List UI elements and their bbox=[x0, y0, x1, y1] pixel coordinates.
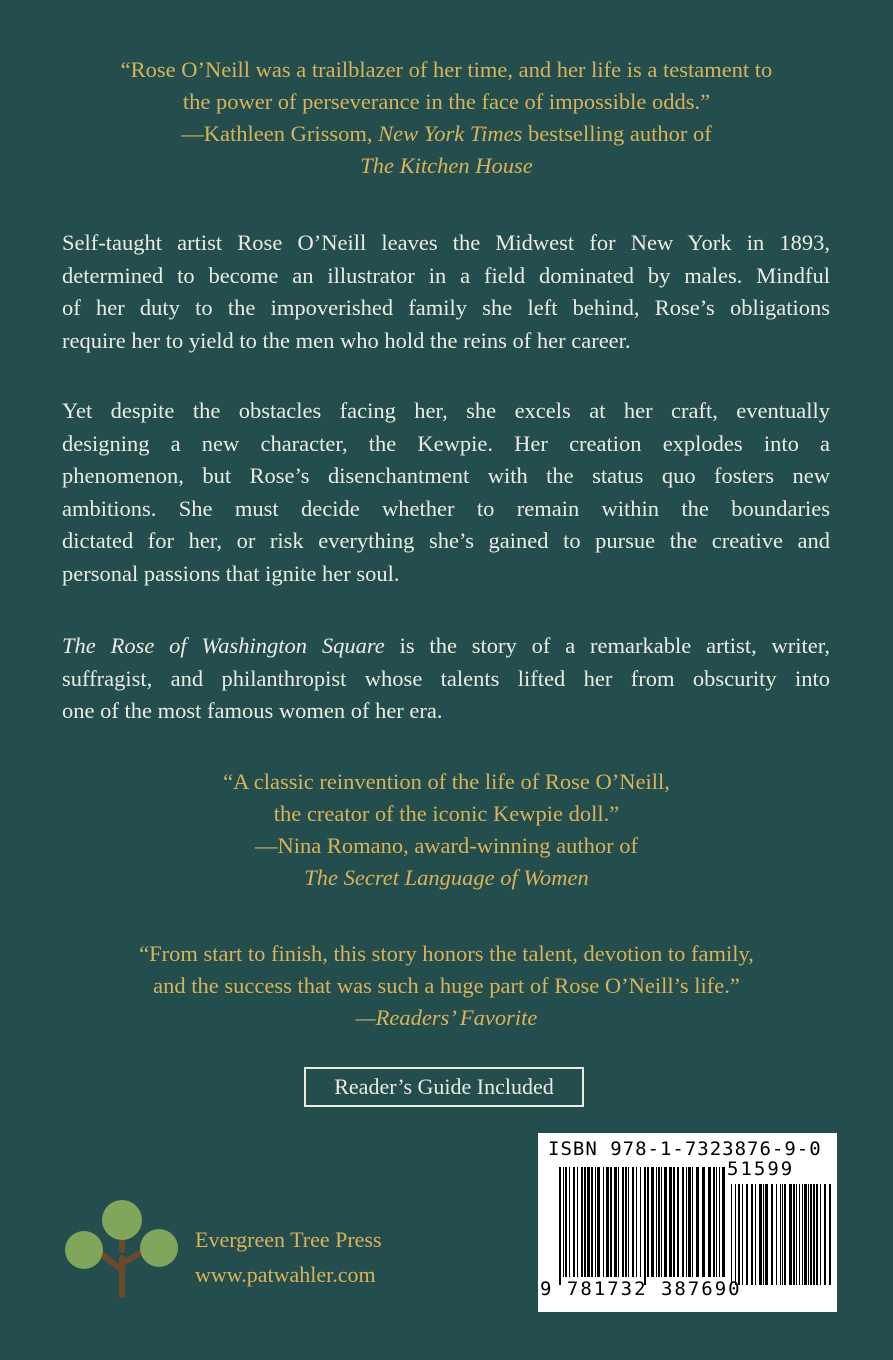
bottom-quote-line1: “From start to finish, this story honors the talent, devotion to family, bbox=[139, 941, 754, 966]
barcode-addon-bar bbox=[804, 1184, 807, 1285]
middle-quote-line2: the creator of the iconic Kewpie doll.” bbox=[273, 801, 620, 826]
barcode-bar bbox=[688, 1167, 691, 1277]
description-paragraph-2 bbox=[62, 395, 830, 590]
barcode-bar bbox=[573, 1167, 575, 1277]
barcode-digits: 9 781732 387690 bbox=[540, 1278, 742, 1300]
barcode-bar bbox=[577, 1167, 578, 1277]
publisher-url: www.patwahler.com bbox=[195, 1262, 376, 1287]
barcode-addon-bar bbox=[765, 1184, 768, 1285]
para2-line: designing a new character, the Kewpie. Her creation explodes into a bbox=[62, 430, 830, 456]
barcode-addon-bar bbox=[793, 1184, 795, 1285]
middle-quote-attribution: —Nina Romano, award-winning author of bbox=[254, 833, 639, 858]
barcode-bar bbox=[669, 1167, 672, 1277]
barcode-bar bbox=[692, 1167, 693, 1277]
top-quote-author-suffix: bestselling author of bbox=[522, 121, 712, 146]
barcode-addon-bar bbox=[813, 1184, 815, 1285]
top-quote-author: —Kathleen Grissom, bbox=[181, 121, 379, 146]
barcode-bar bbox=[713, 1167, 715, 1277]
para2-line: ambitions. She must decide whether to remain within the boundaries bbox=[62, 495, 830, 521]
para2-line: phenomenon, but Rose’s disenchantment with the status quo fosters new bbox=[62, 463, 830, 488]
barcode-bar bbox=[719, 1167, 720, 1277]
readers-guide-badge: Reader’s Guide Included bbox=[304, 1067, 584, 1107]
description-paragraph-1 bbox=[62, 227, 830, 357]
barcode-addon-bar bbox=[808, 1184, 809, 1285]
barcode-bar bbox=[664, 1167, 667, 1277]
barcode-bar bbox=[677, 1167, 679, 1277]
barcode-addon-bar bbox=[735, 1184, 736, 1285]
para3-line1-rest: is the story of a remarkable artist, writer, bbox=[384, 633, 830, 658]
barcode-bar bbox=[696, 1167, 699, 1277]
description-paragraph-3 bbox=[62, 630, 830, 728]
barcode-addon-bar bbox=[829, 1184, 831, 1285]
barcode-bar bbox=[597, 1167, 600, 1277]
barcode-addon-bar bbox=[820, 1184, 821, 1285]
barcode-bar bbox=[559, 1167, 561, 1285]
barcode-addon-bar bbox=[731, 1184, 732, 1285]
barcode-addon-bar bbox=[824, 1184, 826, 1285]
bottom-quote-attribution: —Readers’ Favorite bbox=[355, 1005, 538, 1030]
tree-logo-icon bbox=[62, 1198, 182, 1298]
barcode-bar bbox=[625, 1167, 627, 1277]
barcode-bar bbox=[702, 1167, 705, 1277]
para1-line: Self-taught artist Rose O’Neill leaves the Midwest for New York in 1893, bbox=[62, 230, 830, 255]
barcode-bar bbox=[636, 1167, 637, 1277]
barcode-bar bbox=[603, 1167, 604, 1277]
barcode-bar bbox=[569, 1167, 570, 1277]
barcode-bar bbox=[647, 1167, 649, 1277]
barcode-bar bbox=[644, 1167, 646, 1285]
barcode-addon-bar bbox=[746, 1184, 748, 1285]
barcode-addon-bar bbox=[738, 1184, 740, 1285]
bottom-quote-line2: and the success that was such a huge part of Rose O’Neill’s life.” bbox=[153, 973, 740, 998]
barcode-bar bbox=[686, 1167, 687, 1277]
barcode-bar bbox=[595, 1167, 596, 1277]
barcode-bar bbox=[716, 1167, 717, 1277]
barcode-bar bbox=[610, 1167, 612, 1277]
barcode-bar bbox=[722, 1167, 725, 1277]
top-quote-attribution bbox=[0, 118, 893, 150]
barcode-addon-bar bbox=[742, 1184, 743, 1285]
para3-line bbox=[62, 630, 830, 663]
barcode-addon-bar bbox=[784, 1184, 786, 1285]
para1-line: require her to yield to the men who hold the reins of her career. bbox=[62, 327, 631, 353]
isbn-number: ISBN 978-1-7323876-9-0 bbox=[548, 1138, 822, 1160]
barcode-bar bbox=[565, 1167, 567, 1277]
barcode-addon-bar bbox=[780, 1184, 781, 1285]
barcode-addon-bar bbox=[810, 1184, 812, 1285]
bottom-quote bbox=[0, 938, 893, 1034]
top-quote bbox=[0, 54, 893, 182]
barcode-bar bbox=[581, 1167, 583, 1277]
top-quote-book: The Kitchen House bbox=[360, 153, 533, 178]
barcode-bar bbox=[584, 1167, 586, 1277]
top-quote-line2: the power of perseverance in the face of impossible odds.” bbox=[182, 89, 711, 114]
middle-quote bbox=[0, 766, 893, 894]
barcode-bar bbox=[658, 1167, 660, 1277]
para1-line: determined to become an illustrator in a field dominated by males. Mindful bbox=[62, 262, 830, 288]
barcode-bar bbox=[622, 1167, 624, 1277]
middle-quote-line1: “A classic reinvention of the life of Rose O’Neill, bbox=[223, 769, 670, 794]
para2-line: dictated for her, or risk everything she’s gained to pursue the creative and bbox=[62, 528, 830, 553]
barcode-addon-bar bbox=[816, 1184, 818, 1285]
barcode-bar bbox=[640, 1167, 641, 1277]
price-code: 51599 bbox=[727, 1158, 795, 1180]
barcode-addon-bar bbox=[796, 1184, 797, 1285]
top-quote-publication: New York Times bbox=[378, 121, 523, 146]
barcode-addon-bar bbox=[799, 1184, 800, 1285]
barcode-bar bbox=[614, 1167, 617, 1277]
barcode-addon-bar bbox=[751, 1184, 753, 1285]
barcode-bar bbox=[606, 1167, 609, 1277]
publisher-info bbox=[195, 1222, 382, 1292]
barcode-bar bbox=[682, 1167, 684, 1277]
barcode-bar bbox=[673, 1167, 675, 1277]
middle-quote-book: The Secret Language of Women bbox=[304, 865, 589, 890]
barcode-bar bbox=[651, 1167, 654, 1277]
publisher-name: Evergreen Tree Press bbox=[195, 1227, 382, 1252]
barcode-bar bbox=[628, 1167, 629, 1277]
barcode-bar bbox=[591, 1167, 593, 1277]
barcode-addon-bar bbox=[763, 1184, 764, 1285]
barcode-addon-bar bbox=[759, 1184, 762, 1285]
barcode-bar bbox=[587, 1167, 590, 1277]
para2-line: Yet despite the obstacles facing her, she excels at her craft, eventually bbox=[62, 398, 830, 423]
para1-line: of her duty to the impoverished family she left behind, Rose’s obligations bbox=[62, 295, 830, 320]
barcode-addon-bar bbox=[776, 1184, 777, 1285]
para3-line: suffragist, and philanthropist whose talents lifted her from obscurity into bbox=[62, 665, 830, 691]
para2-line: personal passions that ignite her soul. bbox=[62, 560, 400, 586]
barcode-bar bbox=[618, 1167, 619, 1277]
para3-line: one of the most famous women of her era. bbox=[62, 698, 443, 723]
barcode-bar bbox=[632, 1167, 634, 1277]
barcode-addon-bar bbox=[802, 1184, 803, 1285]
barcode-addon-bar bbox=[755, 1184, 756, 1285]
barcode-addon-bar bbox=[782, 1184, 783, 1285]
barcode-addon-bar bbox=[771, 1184, 773, 1285]
book-title: The Rose of Washington Square bbox=[62, 633, 385, 658]
barcode-bar bbox=[656, 1167, 657, 1277]
barcode-bar bbox=[661, 1167, 662, 1277]
barcode-addon-bar bbox=[789, 1184, 792, 1285]
top-quote-line1: “Rose O’Neill was a trailblazer of her time, and her life is a testament to bbox=[120, 57, 773, 82]
barcode-bar bbox=[563, 1167, 564, 1277]
barcode-bar bbox=[708, 1167, 711, 1277]
